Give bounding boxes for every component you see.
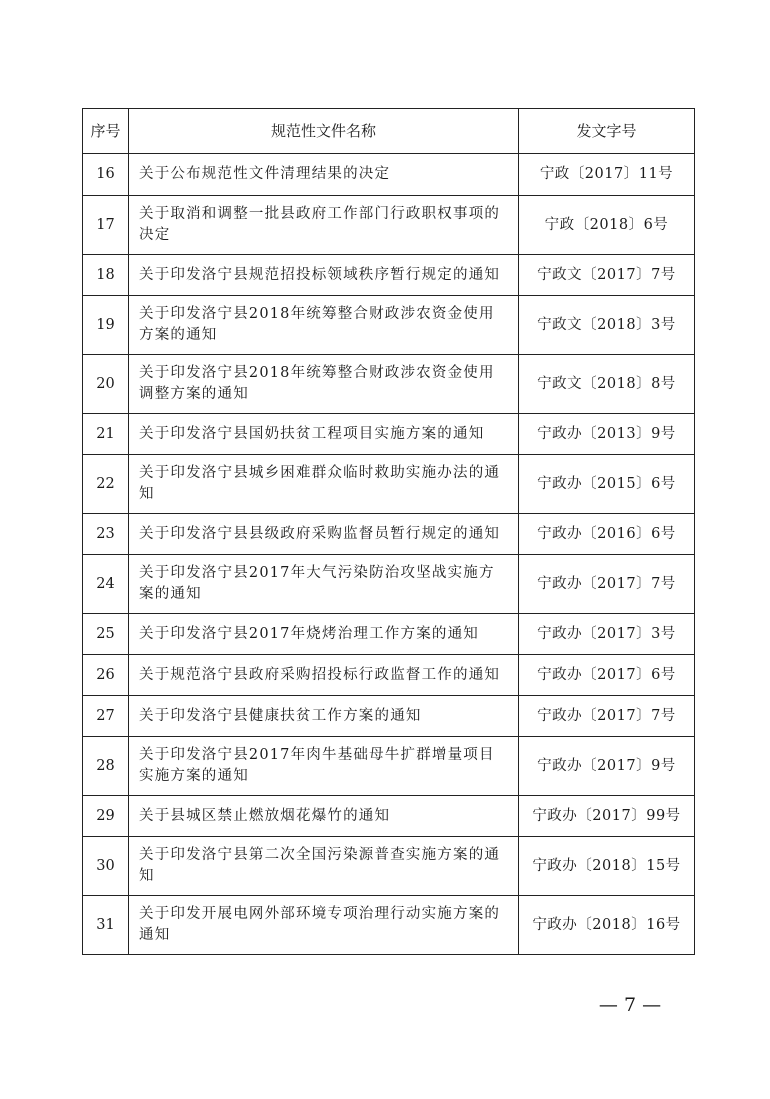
row-document-code: 宁政文〔2017〕7号	[519, 255, 695, 296]
row-serial-number: 24	[83, 555, 129, 614]
row-document-name: 关于印发洛宁县健康扶贫工作方案的通知	[129, 696, 519, 737]
table-row	[83, 796, 695, 837]
row-serial-number: 30	[83, 837, 129, 896]
row-document-code: 宁政办〔2017〕7号	[519, 555, 695, 614]
row-document-name: 关于印发洛宁县县级政府采购监督员暂行规定的通知	[129, 514, 519, 555]
header-document-code: 发文字号	[519, 109, 695, 154]
table-row	[83, 555, 695, 614]
row-document-name: 关于县城区禁止燃放烟花爆竹的通知	[129, 796, 519, 837]
row-serial-number: 22	[83, 455, 129, 514]
row-document-code: 宁政办〔2017〕3号	[519, 614, 695, 655]
row-document-code: 宁政办〔2017〕9号	[519, 737, 695, 796]
row-document-code: 宁政〔2017〕11号	[519, 154, 695, 196]
row-serial-number: 17	[83, 196, 129, 255]
row-document-name: 关于印发洛宁县规范招投标领域秩序暂行规定的通知	[129, 255, 519, 296]
row-serial-number: 29	[83, 796, 129, 837]
row-serial-number: 23	[83, 514, 129, 555]
row-document-name: 关于取消和调整一批县政府工作部门行政职权事项的决定	[129, 196, 519, 255]
row-serial-number: 20	[83, 355, 129, 414]
row-serial-number: 21	[83, 414, 129, 455]
row-serial-number: 19	[83, 296, 129, 355]
table-row	[83, 296, 695, 355]
table-header-row	[83, 109, 695, 154]
row-serial-number: 16	[83, 154, 129, 196]
header-document-name: 规范性文件名称	[129, 109, 519, 154]
row-document-code: 宁政办〔2013〕9号	[519, 414, 695, 455]
row-document-name: 关于印发开展电网外部环境专项治理行动实施方案的通知	[129, 896, 519, 955]
row-document-code: 宁政办〔2018〕16号	[519, 896, 695, 955]
row-document-code: 宁政办〔2015〕6号	[519, 455, 695, 514]
table-row	[83, 196, 695, 255]
row-document-code: 宁政办〔2018〕15号	[519, 837, 695, 896]
table-row	[83, 614, 695, 655]
row-document-name: 关于规范洛宁县政府采购招投标行政监督工作的通知	[129, 655, 519, 696]
table-row	[83, 455, 695, 514]
row-document-code: 宁政办〔2017〕99号	[519, 796, 695, 837]
table-row	[83, 896, 695, 955]
row-serial-number: 28	[83, 737, 129, 796]
documents-table	[82, 108, 695, 955]
row-document-code: 宁政办〔2017〕7号	[519, 696, 695, 737]
table-row	[83, 655, 695, 696]
table-row	[83, 696, 695, 737]
row-document-name: 关于印发洛宁县2017年烧烤治理工作方案的通知	[129, 614, 519, 655]
row-document-name: 关于公布规范性文件清理结果的决定	[129, 154, 519, 196]
row-document-code: 宁政〔2018〕6号	[519, 196, 695, 255]
header-serial-number: 序号	[83, 109, 129, 154]
table-row	[83, 514, 695, 555]
table-row	[83, 154, 695, 196]
row-document-name: 关于印发洛宁县2017年大气污染防治攻坚战实施方案的通知	[129, 555, 519, 614]
row-serial-number: 27	[83, 696, 129, 737]
page-number: — 7 —	[598, 994, 662, 1016]
row-document-name: 关于印发洛宁县国奶扶贫工程项目实施方案的通知	[129, 414, 519, 455]
row-document-code: 宁政办〔2016〕6号	[519, 514, 695, 555]
table-row	[83, 355, 695, 414]
row-serial-number: 18	[83, 255, 129, 296]
row-document-code: 宁政办〔2017〕6号	[519, 655, 695, 696]
row-document-name: 关于印发洛宁县2018年统筹整合财政涉农资金使用调整方案的通知	[129, 355, 519, 414]
row-document-name: 关于印发洛宁县城乡困难群众临时救助实施办法的通知	[129, 455, 519, 514]
row-document-name: 关于印发洛宁县2017年肉牛基础母牛扩群增量项目实施方案的通知	[129, 737, 519, 796]
row-serial-number: 25	[83, 614, 129, 655]
row-serial-number: 26	[83, 655, 129, 696]
row-document-name: 关于印发洛宁县第二次全国污染源普查实施方案的通知	[129, 837, 519, 896]
row-serial-number: 31	[83, 896, 129, 955]
table-row	[83, 255, 695, 296]
row-document-name: 关于印发洛宁县2018年统筹整合财政涉农资金使用方案的通知	[129, 296, 519, 355]
row-document-code: 宁政文〔2018〕3号	[519, 296, 695, 355]
row-document-code: 宁政文〔2018〕8号	[519, 355, 695, 414]
table-row	[83, 414, 695, 455]
table-row	[83, 737, 695, 796]
table-row	[83, 837, 695, 896]
